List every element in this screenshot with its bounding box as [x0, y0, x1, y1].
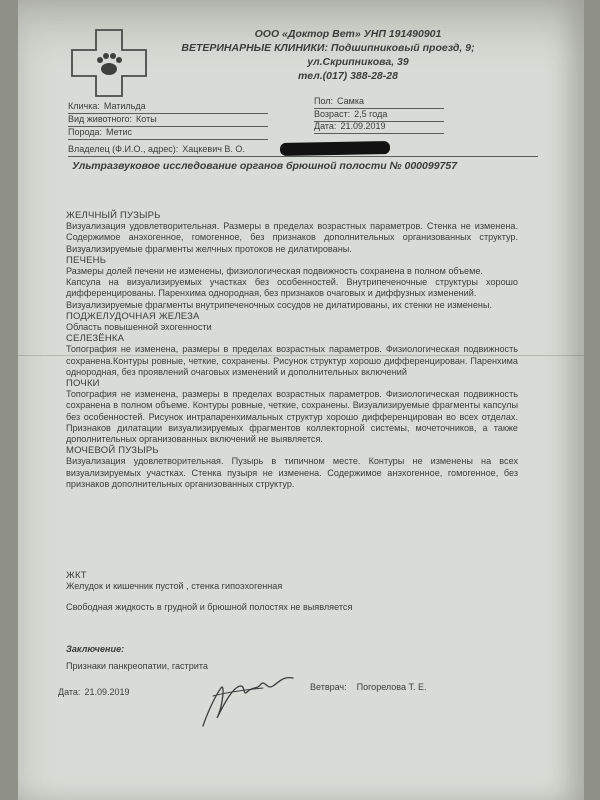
patient-sex: Пол: Самка [314, 96, 364, 106]
spleen-text: Топография не изменена, размеры в пределах возрастных параметров. Физиологическая подвижность сохранена.Контуры ровные, четкие, сохранены. Рисунок структур хорошо дифференцирован. Паренхима однородная, без проявлений очаговых изменений и дополнительных включений [66, 344, 518, 377]
underline [68, 156, 538, 157]
owner-field: Владелец (Ф.И.О., адрес): Хацкевич В. О. [68, 144, 245, 154]
exam-date: Дата: 21.09.2019 [314, 121, 386, 131]
section-heading-spleen: СЕЛЕЗЁНКА [66, 333, 125, 345]
conclusion-label: Заключение: [66, 644, 125, 654]
patient-species: Вид животного: Коты [68, 114, 157, 124]
section-heading-pancreas: ПОДЖЕЛУДОЧНАЯ ЖЕЛЕЗА [66, 310, 200, 322]
underline [68, 139, 268, 140]
gi-text: Желудок и кишечник пустой , стенка гипоэхогенная [66, 581, 283, 592]
document-sheet [18, 0, 584, 800]
redaction-mark [280, 141, 390, 156]
clinic-address-2: ул.Скрипникова, 39 [307, 56, 409, 68]
gi-block [66, 570, 518, 592]
footer-date: Дата: 21.09.2019 [58, 687, 130, 697]
pancreas-text: Область повышенной эхогенности [66, 322, 212, 333]
patient-breed: Порода: Метис [68, 127, 133, 137]
free-fluid-text: Свободная жидкость в грудной и брюшной полостях не выявляется [66, 602, 353, 612]
liver-text-2: Капсула на визуализируемых участках без особенностей. Внутрипеченочные структуры хорошо дифференцированы. Паренхима однородная, без признаков очаговых и диффузных изменений. [66, 277, 518, 299]
clinic-addresses: ВЕТЕРИНАРНЫЕ КЛИНИКИ: Подшипниковый проезд, 9; [181, 42, 475, 54]
section-heading-kidneys: ПОЧКИ [66, 378, 100, 390]
clinic-phone: тел.(017) 388-28-28 [298, 70, 398, 82]
liver-text-3: Визуализируемые фрагменты внутрипеченочных сосудов не дилатированы, их стенки не изменены. [66, 299, 492, 310]
underline [314, 133, 444, 134]
kidneys-text: Топография не изменена, размеры в пределах возрастных параметров. Физиологическая подвижность сохранена в полном объеме. Контуры ровные, четкие, сохранены. Визуализируемые фрагменты капсулы без особенностей. Рисунок интрапаренхимальных структур хорошо дифференцирован во всех отделах. Признаков дилатации визуализируемых фрагментов коллекторной системы, мочеточников, а также дополнительных организованных включений не выявляется. [66, 389, 518, 445]
clinic-name: ООО «Доктор Вет» УНП 191490901 [254, 28, 442, 40]
liver-text-1: Размеры долей печени не изменены, физиологическая подвижность сохранена в полном объеме. [66, 266, 483, 277]
clinic-cross-paw-logo-icon [70, 28, 148, 98]
patient-age: Возраст: 2,5 года [314, 109, 388, 119]
section-heading-liver: ПЕЧЕНЬ [66, 254, 107, 266]
gallbladder-text: Визуализация удовлетворительная. Размеры в пределах возрастных параметров. Стенка не изменена. Содержимое анэхогенное, гомогенное, без признаков дополнительных организованных структур. Визуализируемые фрагменты желчных протоков не дилатированы. [66, 221, 518, 254]
patient-name: Кличка: Матильда [68, 101, 146, 111]
section-heading-gi: ЖКТ [66, 570, 87, 581]
bladder-text: Визуализация удовлетворительная. Пузырь в типичном месте. Контуры не изменены на всех визуализируемых участках. Стенка пузыря не изменена. Содержимое анэхогенное, гомогенное, без признаков дополнительных организованных структур. [66, 456, 518, 489]
report-body [66, 210, 518, 490]
section-heading-gallbladder: ЖЕЛЧНЫЙ ПУЗЫРЬ [66, 210, 161, 221]
footer-vet: Ветврач: Погорелова Т. Е. [310, 682, 427, 692]
section-heading-bladder: МОЧЕВОЙ ПУЗЫРЬ [66, 445, 159, 457]
report-title: Ультразвуковое исследование органов брюшной полости № 000099757 [72, 160, 458, 172]
conclusion-text: Признаки панкреопатии, гастрита [66, 661, 208, 672]
signature-icon [193, 666, 313, 736]
